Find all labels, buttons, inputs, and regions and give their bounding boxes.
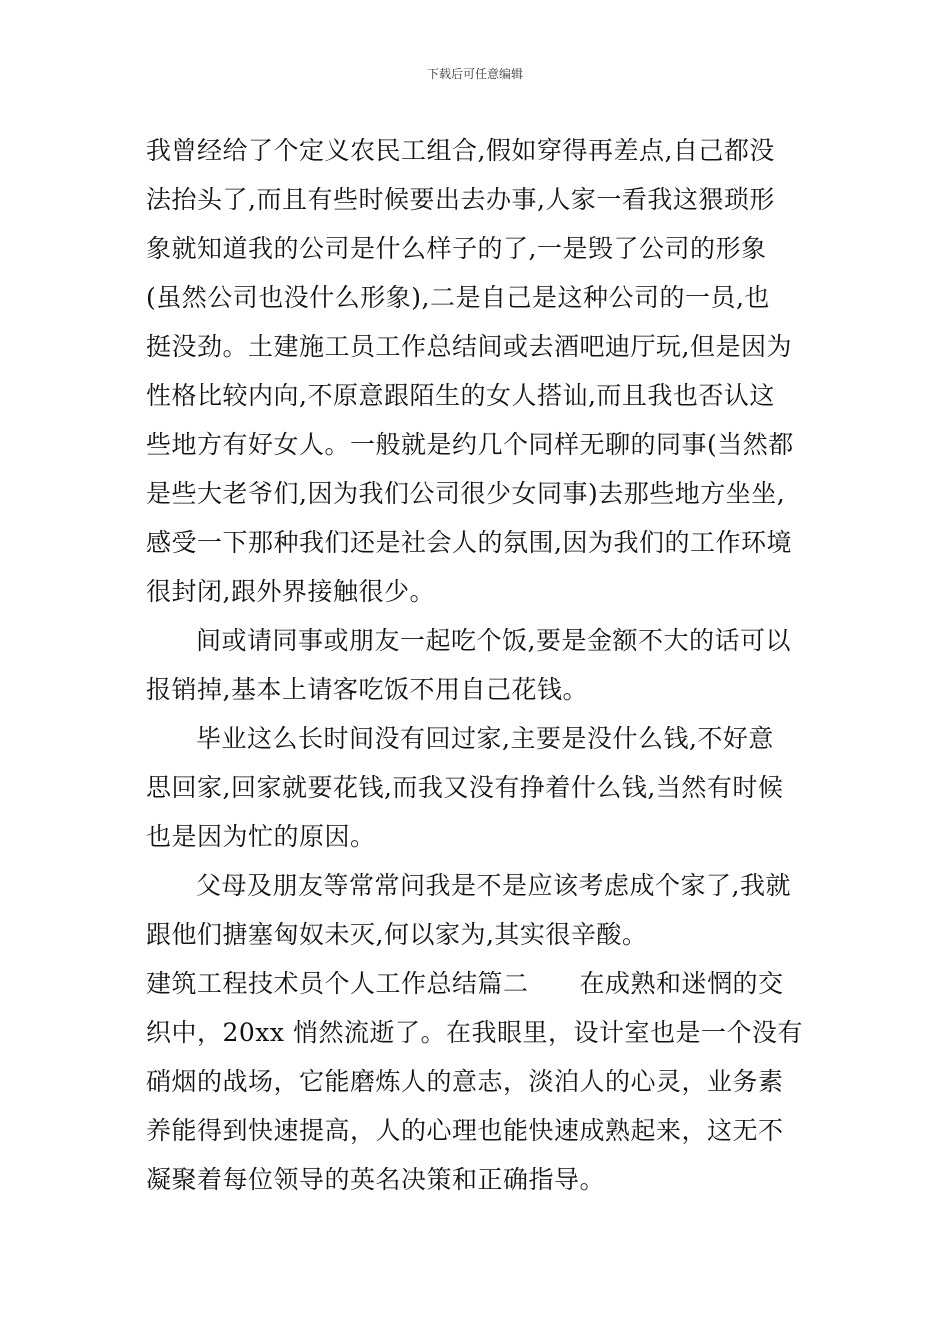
- text-line: 也是因为忙的原因。: [146, 822, 376, 851]
- text-line: 很封闭,跟外界接触很少。: [146, 577, 435, 606]
- page-header: 下载后可任意编辑: [426, 67, 523, 81]
- text-line: (虽然公司也没什么形象),二是自己是这种公司的一员,也: [146, 283, 770, 312]
- text-line: 思回家,回家就要花钱,而我又没有挣着什么钱,当然有时候: [146, 773, 784, 802]
- text-line: 跟他们搪塞匈奴未灭,何以家为,其实很辛酸。: [146, 920, 648, 949]
- text-line: 象就知道我的公司是什么样子的了,一是毁了公司的形象: [146, 234, 767, 263]
- text-line: 些地方有好女人。一般就是约几个同样无聊的同事(当然都: [146, 430, 794, 459]
- paragraph-first-line: 间或请同事或朋友一起吃个饭,要是金额不大的话可以: [196, 626, 791, 655]
- text-line: 凝聚着每位领导的英名决策和正确指导。: [146, 1165, 606, 1194]
- paragraph-first-line: 父母及朋友等常常问我是不是应该考虑成个家了,我就: [196, 871, 791, 900]
- text-line: 报销掉,基本上请客吃饭不用自己花钱。: [146, 675, 588, 704]
- text-line: 是些大老爷们,因为我们公司很少女同事)去那些地方坐坐,: [146, 479, 786, 508]
- text-line: 硝烟的战场，它能磨炼人的意志，淡泊人的心灵，业务素: [146, 1067, 784, 1096]
- text-line: 织中，20xx 悄然流逝了。在我眼里，设计室也是一个没有: [146, 1018, 803, 1047]
- section-heading-line: 建筑工程技术员个人工作总结篇二 在成熟和迷惘的交: [146, 969, 784, 998]
- paragraph-first-line: 毕业这么长时间没有回过家,主要是没什么钱,不好意: [196, 724, 774, 753]
- text-line: 性格比较内向,不原意跟陌生的女人搭讪,而且我也否认这: [146, 381, 775, 410]
- text-line: 挺没劲。土建施工员工作总结间或去酒吧迪厅玩,但是因为: [146, 332, 792, 361]
- document-body: [146, 126, 811, 1204]
- text-line: 法抬头了,而且有些时候要出去办事,人家一看我这猥琐形: [146, 185, 775, 214]
- text-line: 感受一下那种我们还是社会人的氛围,因为我们的工作环境: [146, 528, 792, 557]
- text-line: 养能得到快速提高，人的心理也能快速成熟起来，这无不: [146, 1116, 784, 1145]
- text-line: 我曾经给了个定义农民工组合,假如穿得再差点,自己都没: [146, 136, 775, 165]
